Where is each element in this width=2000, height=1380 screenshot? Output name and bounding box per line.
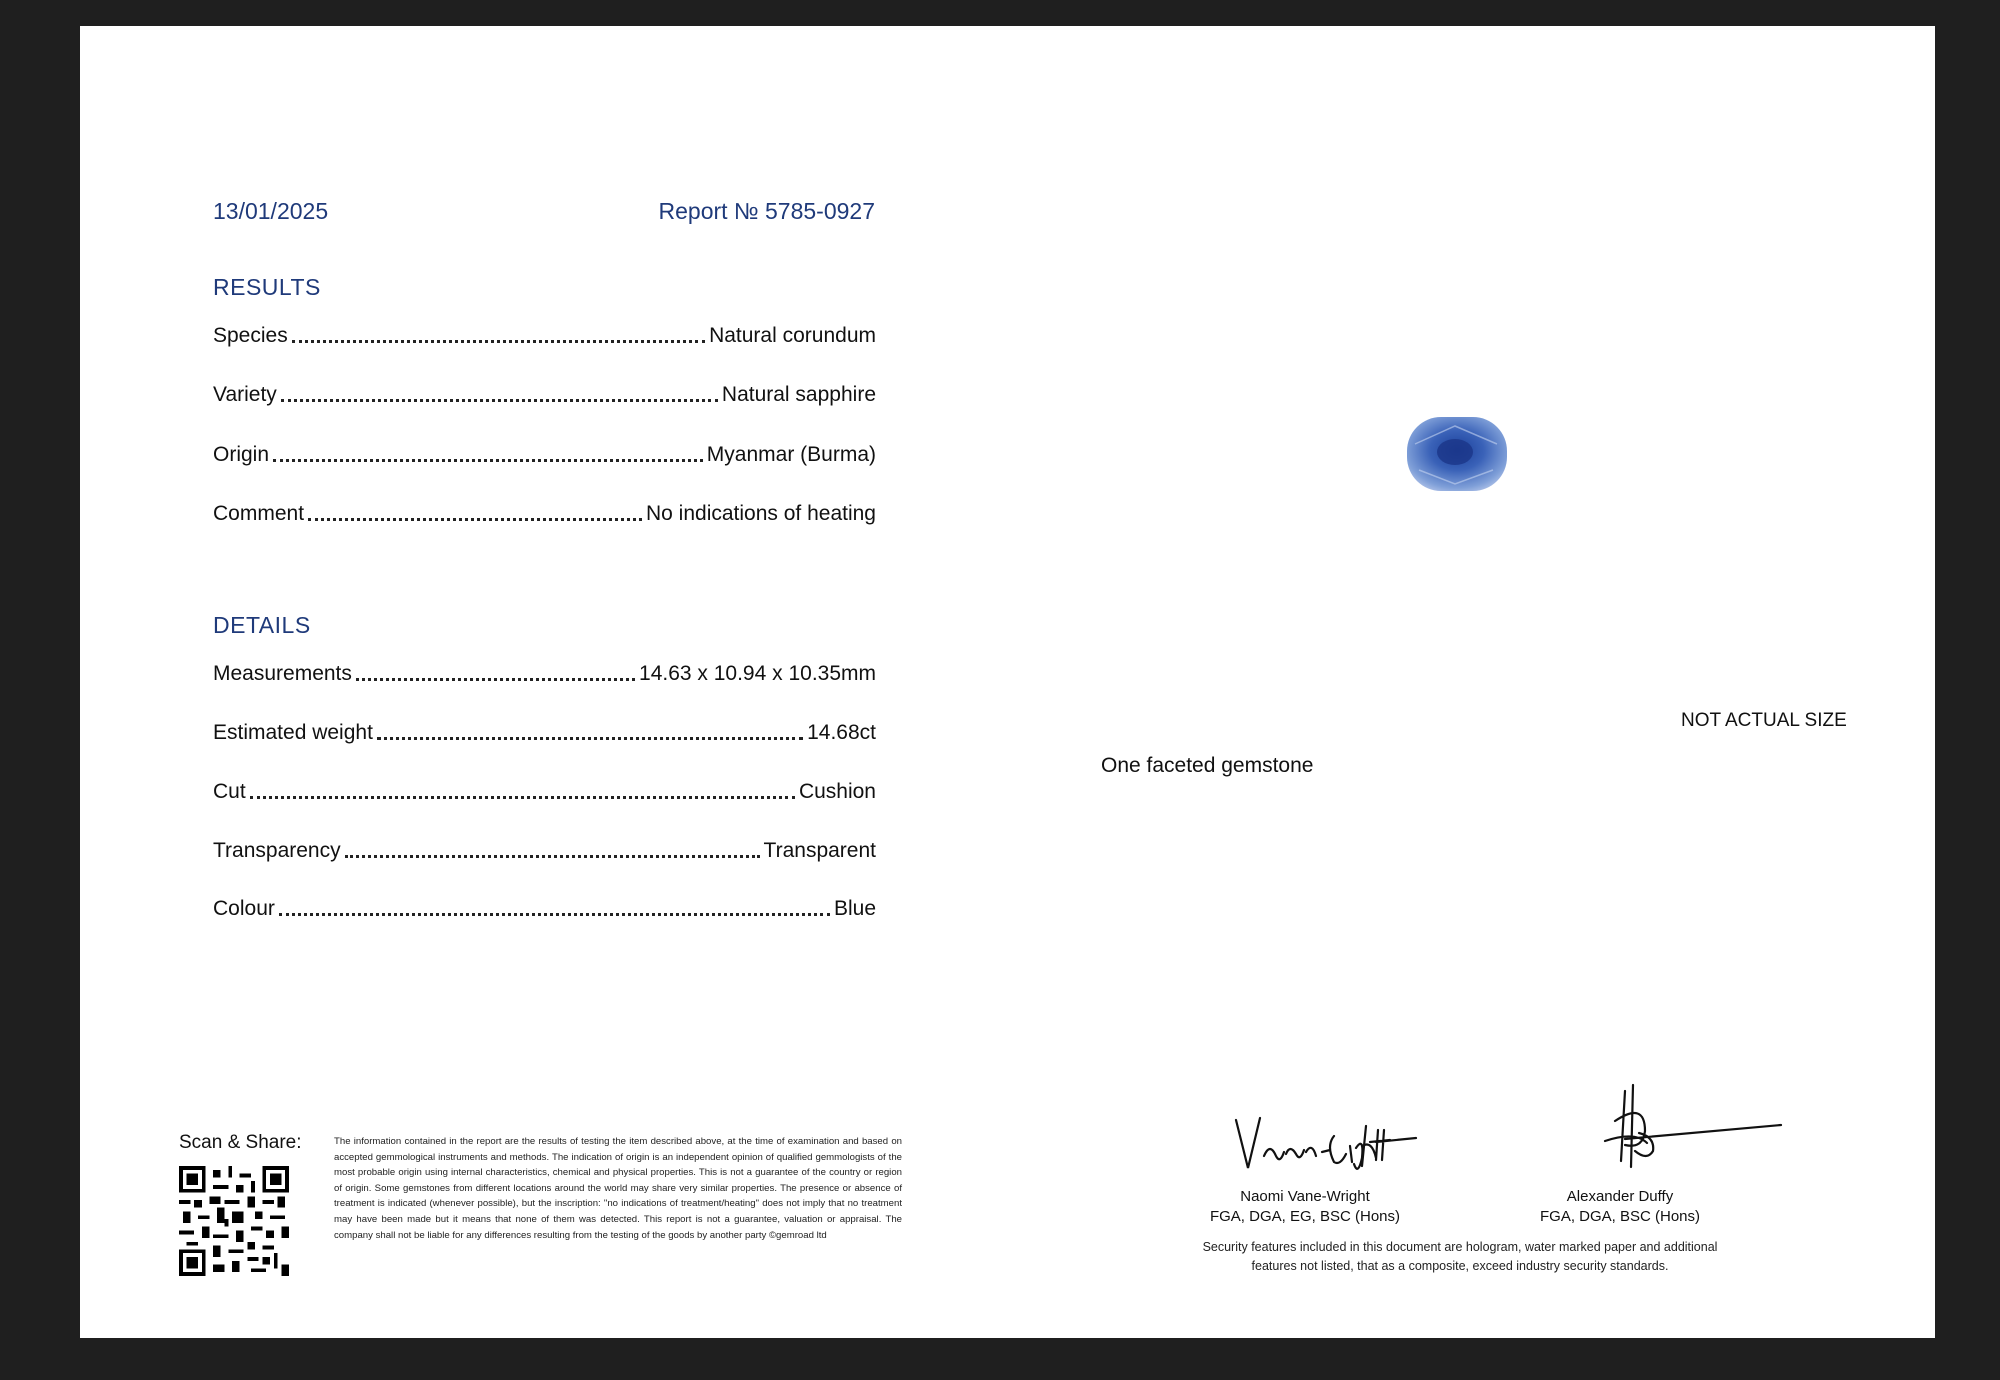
row-label: Measurements [213,662,352,685]
report-number: Report № 5785-0927 [658,198,875,224]
signature-duffy [1585,1081,1785,1176]
results-row-origin [213,437,876,467]
sapphire-gemstone-icon [1405,414,1511,494]
qr-code-icon[interactable] [179,1166,289,1276]
dot-leader [356,678,635,681]
dot-leader [308,518,642,521]
signer-1-name: Naomi Vane-Wright [1240,1188,1370,1205]
row-label: Species [213,324,288,347]
row-label: Colour [213,897,275,920]
details-row-transparency [213,833,876,863]
details-row-colour [213,891,876,921]
signer-1-block [1200,1187,1410,1227]
details-heading: DETAILS [213,612,311,638]
certificate-page [80,26,1935,1338]
not-actual-size-note: NOT ACTUAL SIZE [1681,710,1847,731]
dot-leader [292,340,705,343]
dot-leader [377,737,803,740]
row-value: Natural corundum [709,324,876,347]
details-row-weight [213,715,876,745]
signer-2-block [1520,1187,1720,1227]
details-row-measurements [213,656,876,686]
row-value: Transparent [763,839,876,862]
row-value: No indications of heating [646,502,876,525]
scan-share-label: Scan & Share: [179,1132,302,1153]
row-label: Transparency [213,839,341,862]
dot-leader [273,459,703,462]
row-value: Myanmar (Burma) [706,443,876,466]
dot-leader [345,855,760,858]
gem-caption: One faceted gemstone [1101,754,1314,777]
security-note: Security features included in this document are hologram, water marked paper and additional features not listed, that as a composite, exceed industry security standards. [1202,1240,1718,1273]
signer-2-credentials: FGA, DGA, BSC (Hons) [1539,1208,1701,1225]
row-label: Estimated weight [213,721,373,744]
row-value: Blue [833,897,876,920]
dot-leader [250,796,795,799]
row-value: 14.63 x 10.94 x 10.35mm [639,662,876,685]
row-label: Origin [213,443,270,466]
row-value: 14.68ct [807,721,876,744]
row-value: Cushion [798,780,876,803]
legal-disclaimer: The information contained in the report are the results of testing the item described above, at the time of examination and based on accepted gemmological instruments and methods. The indication of origin is an independent opinion of qualified gemmologists of the most probable origin using internal characteristics, chemical and physical properties. This is not a guarantee of the country or region of origin. Some gemstones from different locations around the world may share very similar properties. The presence or absence of treatment is indicated (whenever possible), but the inscription: "no indications of treatment/heating" does not imply that no treatment may have been made but it means that none of them was detected. This report is not a guarantee, valuation or appraisal. The company shall not be liable for any differences resulting from the testing of the goods by another party ©gemroad ltd [334,1136,902,1241]
signer-1-credentials: FGA, DGA, EG, BSC (Hons) [1209,1208,1401,1225]
details-row-cut [213,774,876,804]
row-label: Variety [213,383,277,406]
row-value: Natural sapphire [721,383,876,406]
dot-leader [279,913,830,916]
results-heading: RESULTS [213,274,321,300]
results-row-variety [213,377,876,407]
dot-leader [281,399,718,402]
report-date: 13/01/2025 [213,198,329,224]
results-row-species [213,318,876,348]
row-label: Cut [213,780,246,803]
results-row-comment [213,496,876,526]
signature-vane-wright [1230,1106,1420,1186]
signer-2-name: Alexander Duffy [1566,1188,1674,1205]
row-label: Comment [213,502,305,525]
